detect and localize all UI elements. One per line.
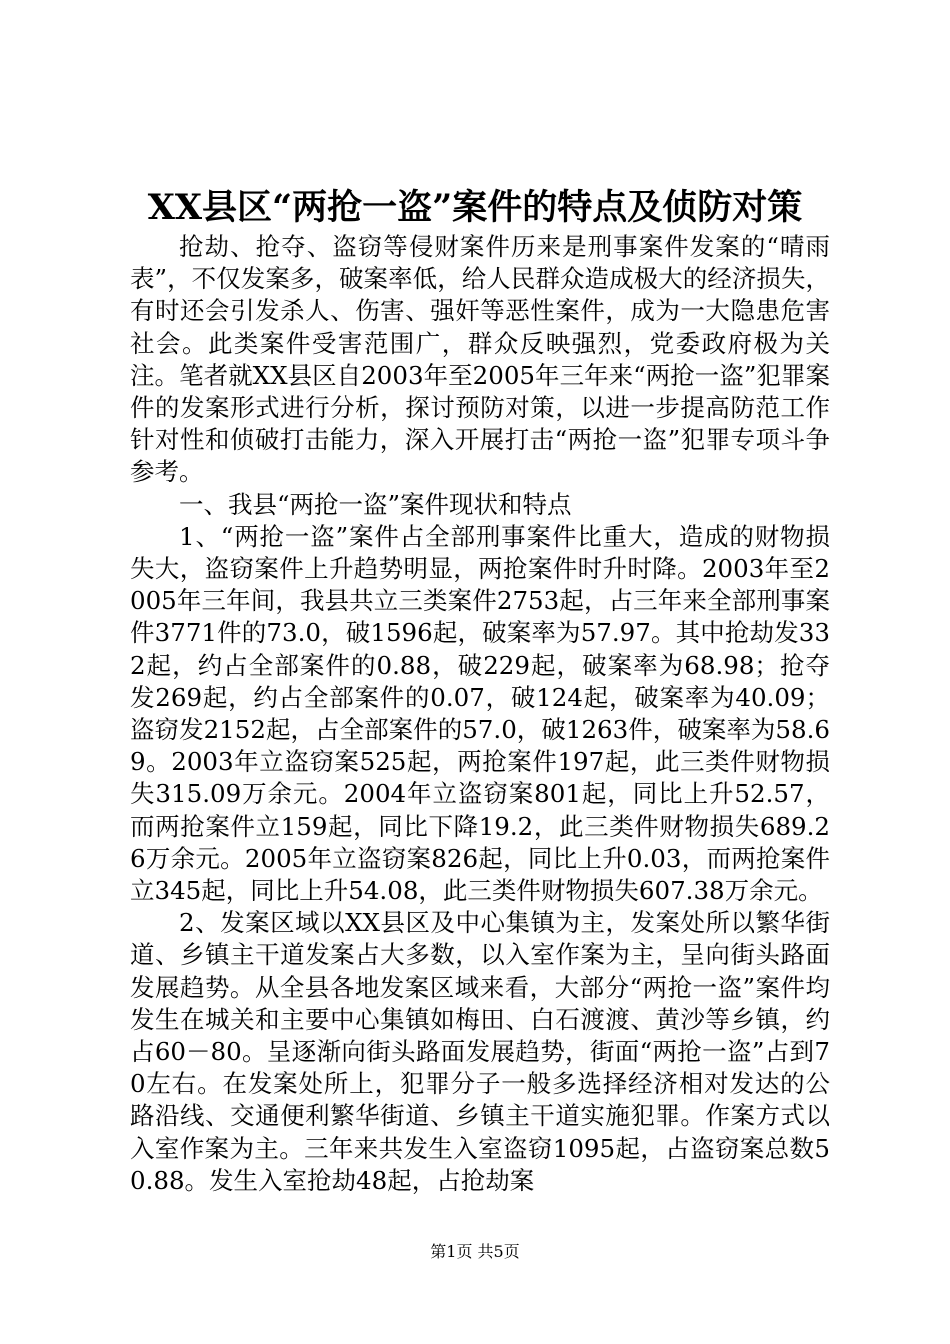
- page-footer: 第1页 共5页: [430, 1242, 520, 1261]
- page-title: XX县区“两抢一盗”案件的特点及侦防对策: [147, 187, 803, 228]
- document-body: [130, 231, 830, 1197]
- section-heading: 一、我县“两抢一盗”案件现状和特点: [179, 489, 572, 519]
- paragraph-intro: 抢劫、抢夺、盗窃等侵财案件历来是刑事案件发案的“晴雨表”，不仅发案多，破案率低，给人民群众造成极大的经济损失，有时还会引发杀人、伤害、强奸等恶性案件，成为一大隐患危害社会。此类案件受害范围广，群众反映强烈，党委政府极为关注。笔者就XX县区自2003年至2005年三年来“两抢一盗”犯罪案件的发案形式进行分析，探讨预防对策，以进一步提高防范工作针对性和侦破打击能力，深入开展打击“两抢一盗”犯罪专项斗争参考。: [130, 232, 830, 487]
- paragraph-point-2: 2、发案区域以XX县区及中心集镇为主，发案处所以繁华街道、乡镇主干道发案占大多数，以入室作案为主，呈向街头路面发展趋势。从全县各地发案区域来看，大部分“两抢一盗”案件均发生在城关和主要中心集镇如梅田、白石渡渡、黄沙等乡镇，约占60－80。呈逐渐向街头路面发展趋势，街面“两抢一盗”占到70左右。在发案处所上，犯罪分子一般多选择经济相对发达的公路沿线、交通便利繁华街道、乡镇主干道实施犯罪。作案方式以入室作案为主。三年来共发生入室盗窃1095起，占盗窃案总数50.88。发生入室抢劫48起，占抢劫案: [130, 908, 830, 1195]
- paragraph-point-1: 1、“两抢一盗”案件占全部刑事案件比重大，造成的财物损失大，盗窃案件上升趋势明显，两抢案件时升时降。2003年至2005年三年间，我县共立三类案件2753起，占三年来全部刑事案件3771件的73.0，破1596起，破案率为57.97。其中抢劫发332起，约占全部案件的0.88，破229起，破案率为68.98；抢夺发269起，约占全部案件的0.07，破124起，破案率为40.09；盗窃发2152起，占全部案件的57.0，破1263件，破案率为58.69。2003年立盗窃案525起，两抢案件197起，此三类件财物损失315.09万余元。2004年立盗窃案801起，同比上升52.57，而两抢案件立159起，同比下降19.2，此三类件财物损失689.26万余元。2005年立盗窃案826起，同比上升0.03，而两抢案件立345起，同比上升54.08，此三类件财物损失607.38万余元。: [130, 521, 830, 906]
